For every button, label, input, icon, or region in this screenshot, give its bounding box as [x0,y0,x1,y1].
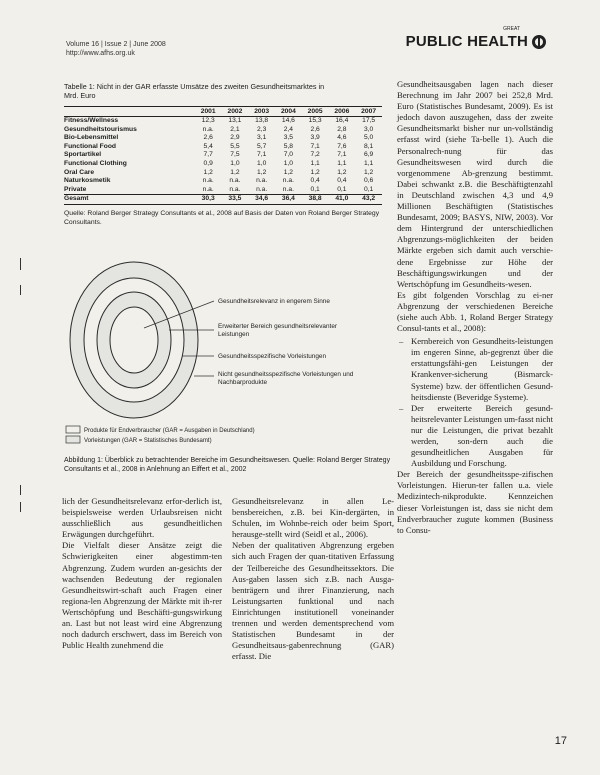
diagram-label-core: Gesundheitsrelevanz in engerem Sinne [218,298,330,305]
table-cell: n.a. [229,185,241,193]
table-row [64,169,382,178]
table-cell: 13,1 [228,117,242,124]
paragraph: Gesundheitsausgaben lagen nach dieser Berechnung im Jahr 2007 bei 252,8 Mrd. Euro (Statistisches Bundesamt, 2009). Es ist jedoch davon auszugehen, dass der zweite Gesundheitsmarkt bisher nur un-vollständig erfasst wird (siehe Ta-belle 1). Auch die Personalrech-nung für das Gesundheitswesen wird durch die vorgenommene Ab-grenzung bestimmt. Dabei schwankt z.B. die Beschäftigtenzahl in Deutschland zwischen 4,3 und 4,9 Millionen Beschäftigten (Statistisches Bundesamt, 2009; BASYS, NIW, 2003). Vor dem Hintergrund der unterschiedlichen Abgrenzungs-möglichkeiten der beiden Märkte ergeben sich damit auch verschie-dene Ergebnisse zur Höhe der Beschäftigungswirkungen und der Wertschöpfung im Gesundheits-wesen. [397,79,553,289]
diagram-label-nonspecific: Nicht gesundheitsspezifische Vorleistungen und Nachbarprodukte [218,371,354,386]
table-row [64,195,382,205]
table-1 [64,82,394,227]
table-cell: 14,6 [281,117,295,124]
table-cell: 0,4 [337,177,347,185]
table-cell: 0,9 [203,159,213,167]
table-cell: n.a. [202,125,214,133]
journal-url[interactable]: http://www.afhs.org.uk [66,50,135,57]
paragraph: Es gibt folgenden Vorschlag zu ei-ner Abgrenzung der verschiedenen Bereiche (siehe auch Abb. 1, Roland Berger Strategy Consul-tants et al., 2008): [397,289,553,334]
legend-text-1: Produkte für Endverbraucher (GAR = Ausgaben in Deutschland) [84,428,255,434]
table-cell: 7,6 [337,142,347,150]
table-cell: 5,8 [283,142,294,150]
table-cell: 3,5 [283,134,294,142]
table-row [64,134,382,143]
table-cell: 2,8 [337,125,347,133]
table-cell: 13,8 [255,117,269,124]
table-cell: 2,3 [257,125,267,133]
list-item: – Kernbereich von Gesundheits-leistungen im engeren Sinne, ab-gegrenzt über die erstattungsfähi-gen Leistungen der Krankenver-sicherung (Bismarck-Systeme) bzw. der öffentlichen Gesund-heitsdienste (Beveridge Systeme). [397,336,553,403]
table-cell: 0,1 [337,185,347,193]
column-header: 2007 [355,107,382,117]
table-cell: 4,6 [337,134,347,142]
row-label: Fitness/Wellness [64,117,119,124]
table-cell: 30,3 [195,195,222,205]
column-header: 2006 [328,107,355,117]
row-label: Bio-Lebensmittel [64,134,119,142]
legend-swatch-gray [66,436,80,443]
table-cell: 17,5 [362,117,376,124]
table-cell: n.a. [202,185,214,193]
table-cell: 12,3 [201,117,215,124]
table-cell: 5,0 [363,134,374,142]
list-item: – Der erweiterte Bereich gesund-heitsrelevanter Leistungen um-fasst nicht nur die Leistungen, die privat bezahlt werden, son-dern auch die gesundheitlichen Ausgaben für Ausbildung und Forschung. [397,403,553,470]
table-cell: 1,0 [230,159,240,167]
figure-caption: Abbildung 1: Überblick zu betrachtender Bereiche im Gesundheitswesen. Quelle: Roland Berger Strategy Consultants et al., 2008 in Anlehnung an Eiffert et al., 2002 [64,457,391,473]
margin-mark [20,285,21,295]
margin-mark [20,258,21,270]
legend-text-2: Vorleistungen (GAR = Statistisches Bundesamt) [84,438,212,444]
table-header-row [64,107,382,117]
column-header [64,107,195,117]
table-row [64,143,382,152]
table-cell: 1,2 [203,168,213,176]
bullet-list [397,336,553,469]
table-cell: 0,4 [310,177,320,185]
margin-mark [20,502,21,512]
table-row [64,186,382,195]
table-cell: 7,0 [283,151,294,159]
table-cell: 38,8 [302,195,329,205]
paragraph: lich der Gesundheitsrelevanz erfor-derlich ist, beispielsweise werden Urlaubsreisen nicht ausschließlich aus gesundheitlichen Erwägungen durchgeführt. [62,496,222,540]
body-column-2 [232,496,394,662]
table-row [64,117,382,126]
table-cell: 5,7 [257,142,267,150]
table-source: Quelle: Roland Berger Strategy Consultants et al., 2008 auf Basis der Daten von Roland Berger Strategy Consultants. [64,209,380,226]
table-cell: 16,4 [335,117,349,124]
table-cell: 2,9 [230,134,240,142]
journal-line: Volume 16 | Issue 2 | June 2008 [66,41,166,48]
table-row [64,126,382,135]
column-header: 2001 [195,107,222,117]
table-cell: 1,0 [283,159,294,167]
table-cell: 6,9 [363,151,374,159]
body-column-1 [62,496,222,651]
table-cell: 1,2 [230,168,240,176]
table-cell: 5,4 [203,142,213,150]
row-label: Sportartikel [64,151,102,159]
logo-text: PUBLIC HEALTH [405,33,528,50]
row-label: Gesundheitstourismus [64,125,137,133]
table-cell: 8,1 [363,142,374,150]
table-cell: n.a. [229,177,241,185]
column-header: 2004 [275,107,302,117]
diagram-label-specific: Gesundheitsspezifische Vorleistungen [218,353,326,360]
paragraph: Die Vielfalt dieser Ansätze zeigt die Schwierigkeiten einer abgestimm-ten Abgrenzung. Zudem wurden an-gesichts der wachsenden Bedeutung der regionalen Gesundheitswirt-schaft auch Fragen einer regiona-len Abgrenzung der Märkte mit ih-rer Wertschöpfung und Beschäfti-gungswirkung an. Last but not least wird eine Abgrenzung noch dadurch erschwert, dass im Bereich von Public Health zunehmend die [62,540,222,651]
table-cell: 15,3 [308,117,322,124]
column-header: 2005 [302,107,329,117]
table-cell: 1,2 [283,168,294,176]
row-label: Functional Clothing [64,159,127,167]
table-cell: 1,2 [363,168,374,176]
table-cell: 41,0 [328,195,355,205]
table-cell: 7,1 [337,151,347,159]
data-table [64,106,382,205]
table-cell: n.a. [256,185,268,193]
table-cell: 7,1 [257,151,267,159]
table-row [64,177,382,186]
table-cell: 0,1 [310,185,320,193]
table-cell: 3,0 [363,125,374,133]
table-cell: 1,2 [337,168,347,176]
table-cell: 2,4 [283,125,294,133]
table-caption: Tabelle 1: Nicht in der GAR erfasste Umsätze des zweiten Gesundheitsmarktes in Mrd. Euro [64,82,325,100]
table-cell: 2,1 [230,125,240,133]
figure-1 [64,258,394,453]
table-cell: 3,1 [257,134,267,142]
row-label: Functional Food [64,142,117,150]
column-header: 2003 [248,107,275,117]
table-cell: n.a. [202,177,214,185]
public-health-logo [405,26,546,50]
table-cell: 7,1 [310,142,320,150]
table-cell: 2,6 [203,134,213,142]
table-cell: 0,6 [363,177,374,185]
row-label: Private [64,185,87,193]
table-cell: 0,1 [363,185,374,193]
table-cell: 7,5 [230,151,240,159]
legend-swatch-light [66,426,80,433]
table-cell: 43,2 [355,195,382,205]
margin-mark [20,485,21,495]
table-cell: 1,2 [310,168,320,176]
paragraph: Neben der qualitativen Abgrenzung ergeben sich auch Fragen der quan-titativen Erfassung der Teilbereiche des Gesundheitssektors. Die Aus-gaben lassen sich z.B. nach Ausga-benträgern und ihrer Finanzierung, nach Leistungsarten funktional und nach Einrichtungen institutionell voneinander trennen und werden dementsprechend vom Statistischen Bundesamt in der Gesundheitsaus-gabenrechnung (GAR) erfasst. Die [232,540,394,662]
table-cell: 7,7 [203,151,213,159]
table-cell: 1,0 [257,159,267,167]
table-cell: n.a. [282,185,294,193]
table-body [64,117,382,205]
table-cell: 1,1 [363,159,374,167]
table-cell: 1,1 [337,159,347,167]
table-cell: 3,9 [310,134,320,142]
column-header: 2002 [222,107,249,117]
table-row [64,160,382,169]
row-label: Naturkosmetik [64,177,111,185]
table-cell: n.a. [282,177,294,185]
logo-small-text: GREAT [503,26,520,32]
table-cell: 7,2 [310,151,320,159]
table-cell: 2,6 [310,125,320,133]
body-column-3 [397,79,553,536]
figure-diagram [64,258,394,453]
diagram-label-extended: Erweiterter Bereich gesundheitsrelevanter Leistungen [218,323,337,338]
table-cell: 33,5 [222,195,249,205]
table-cell: n.a. [256,177,268,185]
inner-ellipse [110,307,158,373]
row-label: Gesamt [64,195,195,205]
target-circle-icon [532,35,546,49]
journal-header [66,40,166,58]
row-label: Oral Care [64,168,95,176]
table-cell: 5,5 [230,142,240,150]
paragraph: Gesundheitsrelevanz in allen Le-bensbereichen, z.B. bei Kin-dergärten, in Schulen, im Wohnbe-reich oder beim Sport, herausge-stellt wird (Seidl et al., 2006). [232,496,394,540]
page-number: 17 [554,735,567,747]
paragraph: Der Bereich der gesundheitsspe-zifischen Vorleistungen. Hierun-ter fallen u.a. viele Medizintech-nikprodukte. Kennzeichen dieser Vorleistungen ist, dass sie nicht dem Endverbraucher zugute kommen (Business to Consu- [397,469,553,535]
table-cell: 1,2 [257,168,267,176]
table-cell: 1,1 [310,159,320,167]
table-cell: 34,6 [248,195,275,205]
table-cell: 36,4 [275,195,302,205]
table-row [64,151,382,160]
